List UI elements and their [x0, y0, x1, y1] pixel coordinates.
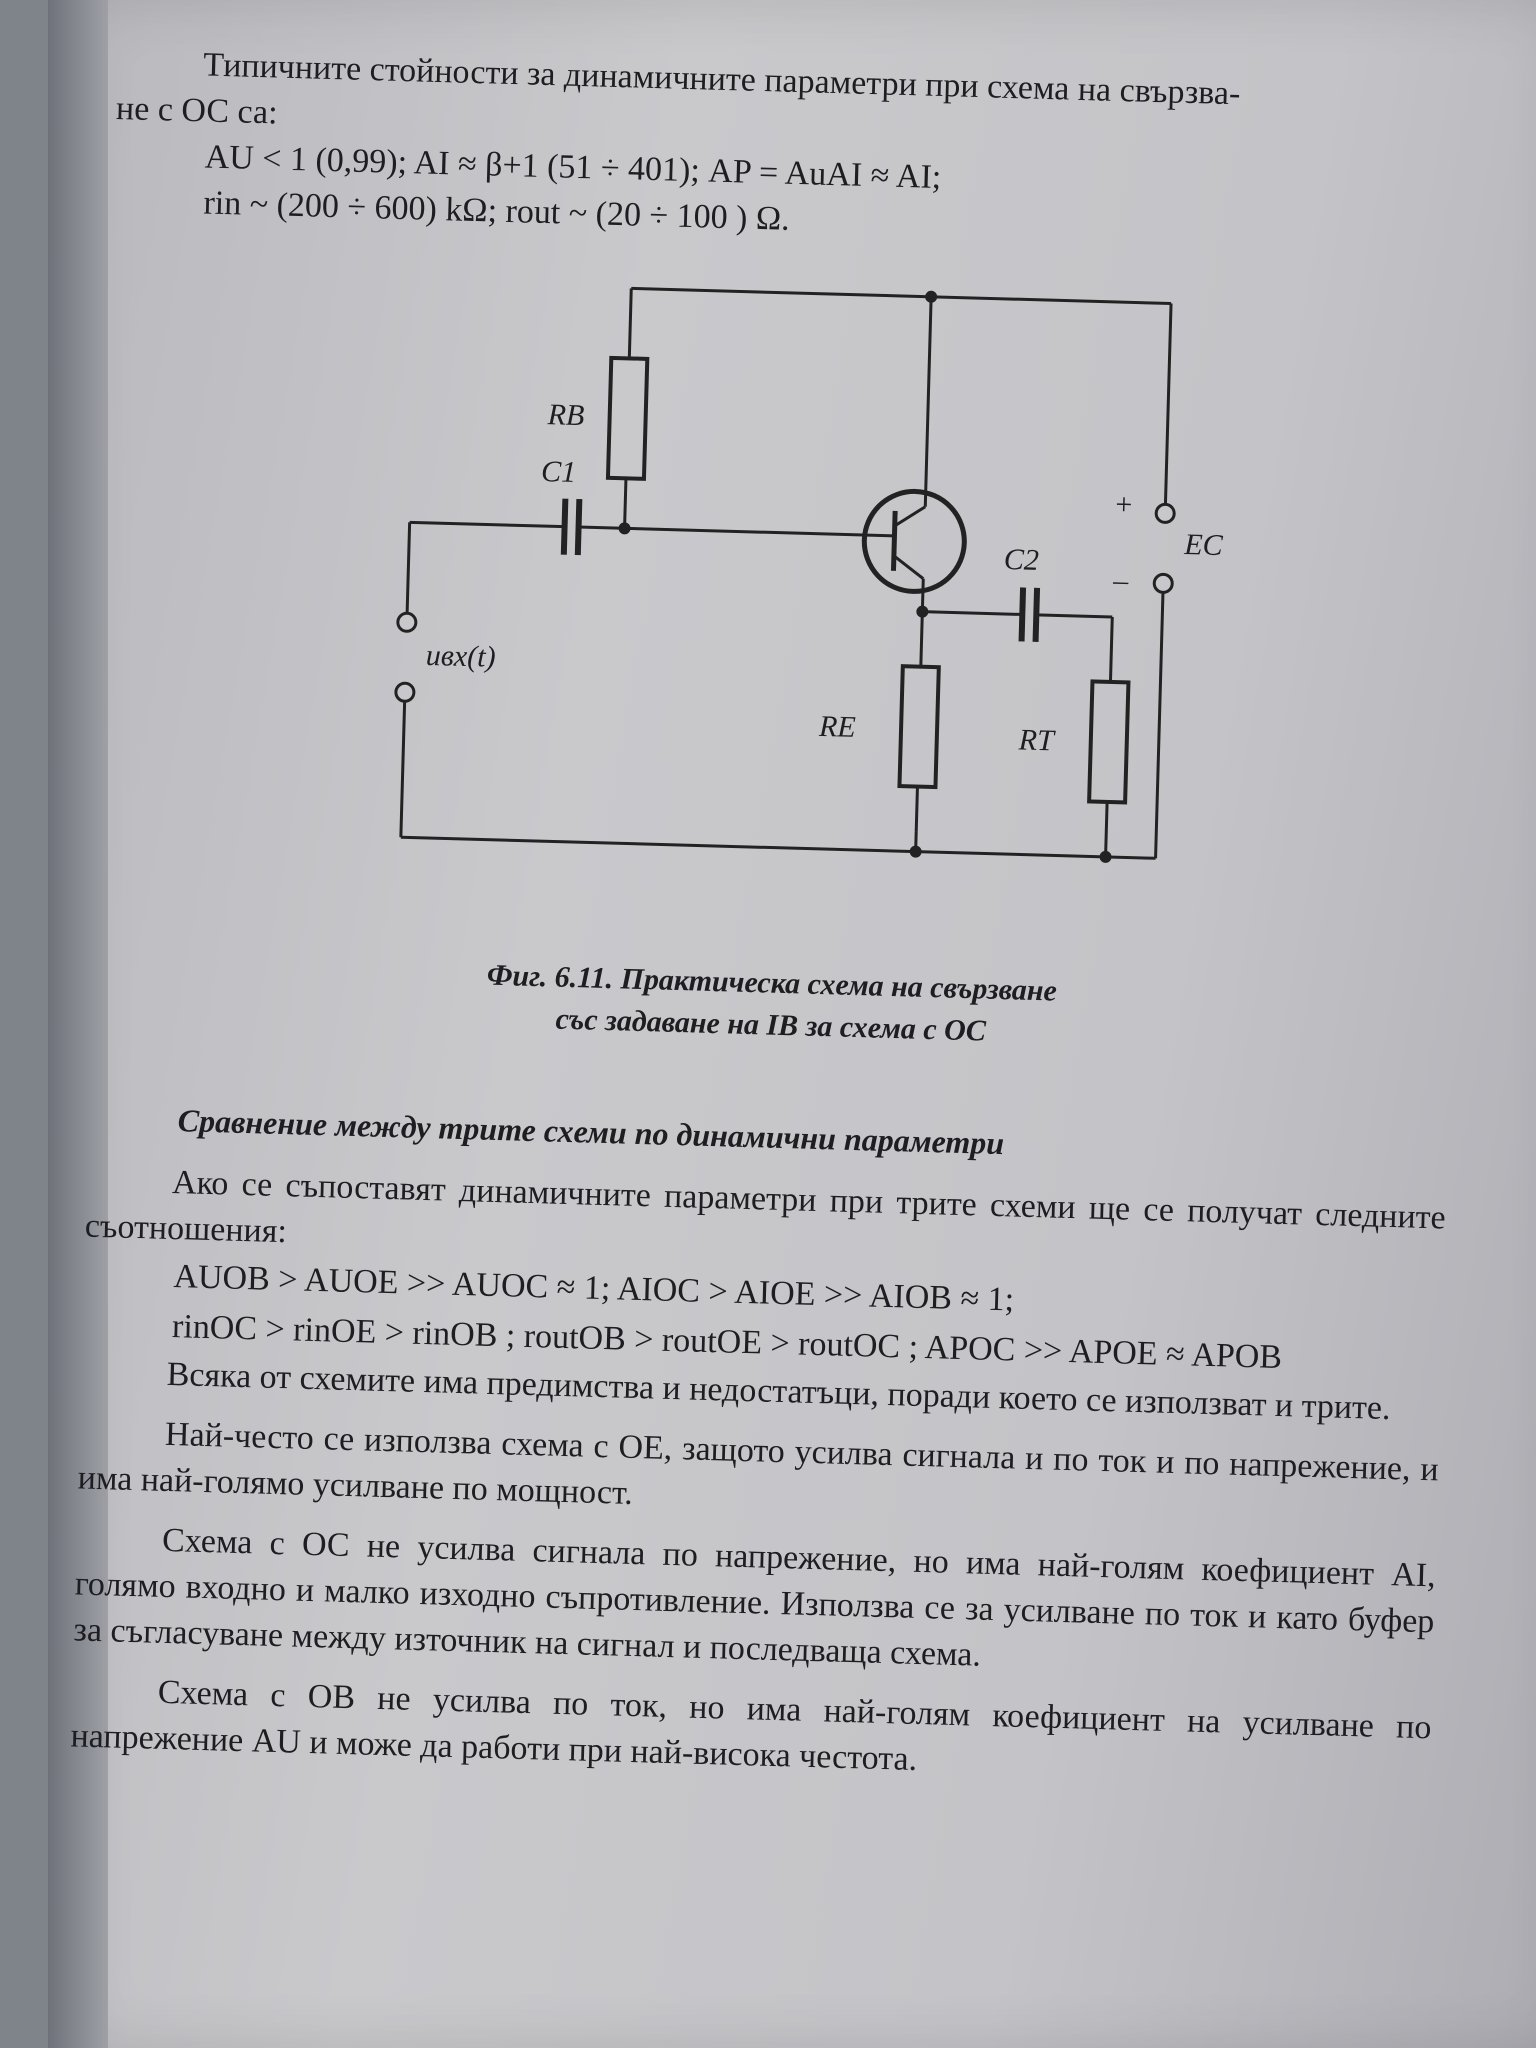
c2-plate-left: [1022, 587, 1024, 641]
label-ec: EC: [1183, 527, 1224, 563]
input-left-wire: [407, 522, 410, 612]
intro-line-1: Типичните стойности за динамичните параметри при схема на свързва-: [202, 46, 1241, 113]
supply-terminal-plus: [1156, 504, 1174, 522]
supply-terminal-minus: [1154, 574, 1172, 592]
label-plus: +: [1114, 488, 1133, 522]
label-rb: RB: [547, 398, 585, 433]
intro-line-2: не с ОС са:: [115, 89, 279, 132]
paragraph-advantages: Всяка от схемите има предимства и недостатъци, поради което се използват и трите.: [166, 1355, 1392, 1428]
rb-resistor: [608, 358, 647, 479]
transistor-emitter: [893, 556, 924, 579]
page-content: [70, 40, 1477, 1797]
rt-bottom-wire: [1106, 802, 1108, 857]
emitter-junction-dot: [916, 606, 928, 618]
relation-gains: AUOB > AUOE >> AUOC ≈ 1; AIOC > AIOE >> AIOB ≈ 1;: [172, 1258, 1015, 1319]
transistor-body: [863, 490, 966, 593]
top-rail-wire: [631, 288, 1171, 303]
paragraph-intro: Ако се съпоставят динамичните параметри при трите схеми ще се получат следните съотношения:: [84, 1163, 1447, 1251]
label-uin: uвх(t): [425, 638, 497, 674]
ground-junction-dot: [909, 845, 921, 857]
input-wire: [410, 522, 565, 526]
base-junction-dot: [618, 522, 630, 534]
rb-top-wire: [629, 288, 631, 358]
label-c2: C2: [1003, 542, 1040, 577]
figure-caption-line-1: Фиг. 6.11. Практическа схема на свързване: [486, 958, 1058, 1008]
paragraph-oc: Схема с ОС не усилва сигнала по напрежение, но има най-голям коефициент AI, голямо входно и малко изходно съпротивление. Използва се за усилване по ток и като буфер за съгласуване между източник на сигнал и последваща схема.: [73, 1521, 1437, 1674]
label-minus: –: [1112, 564, 1129, 598]
rt-ground-junction-dot: [1099, 851, 1111, 863]
collector-wire: [925, 297, 931, 507]
ground-rail-wire: [401, 837, 1156, 858]
circuit-figure: [93, 224, 1473, 982]
paragraph-oe: Най-често се използва схема с ОЕ, защото усилва сигнала и по ток и по напрежение, и има най-голямо усилване по мощност.: [77, 1415, 1440, 1512]
label-c1: C1: [540, 454, 577, 489]
figure-caption-line-2: със задаване на IB за схема с ОС: [555, 1002, 987, 1048]
collector-junction-dot: [925, 291, 937, 303]
formula-gains: AU < 1 (0,99); AI ≈ β+1 (51 ÷ 401); AP = AuAI ≈ AI;: [204, 138, 942, 197]
rb-bottom-wire: [625, 478, 626, 528]
re-bottom-wire: [916, 787, 917, 832]
section-title: Сравнение между трите схеми по динамични параметри: [177, 1102, 1005, 1162]
rt-top-wire: [1110, 617, 1112, 682]
book-page: [48, 0, 1536, 2048]
label-re: RE: [818, 709, 857, 744]
transistor-collector: [895, 506, 926, 527]
circuit-diagram: [93, 224, 1473, 982]
formula-resistances: rin ~ (200 ÷ 600) kΩ; rout ~ (20 ÷ 100 ) Ω.: [202, 184, 791, 238]
ground-left-wire: [401, 702, 405, 837]
c2-left-wire: [922, 612, 1022, 615]
input-terminal-top: [398, 613, 416, 631]
relation-resistances: rinOC > rinOE > rinOB ; routOB > routOE > routOC ; APOC >> APOE ≈ APOB: [171, 1308, 1283, 1377]
rt-resistor: [1089, 681, 1128, 802]
c1-plate-left: [564, 499, 566, 555]
re-resistor: [899, 666, 938, 787]
supply-minus-wire: [1156, 593, 1163, 858]
input-terminal-bottom: [396, 683, 414, 701]
c2-right-wire: [1036, 615, 1112, 617]
paragraph-ob: Схема с ОВ не усилва по ток, но има най-голям коефициент на усилване по напрежение AU и може да работи при най-висока честота.: [70, 1673, 1432, 1778]
supply-plus-wire: [1165, 304, 1171, 504]
transistor-base: [893, 511, 895, 571]
label-rt: RT: [1018, 723, 1055, 758]
